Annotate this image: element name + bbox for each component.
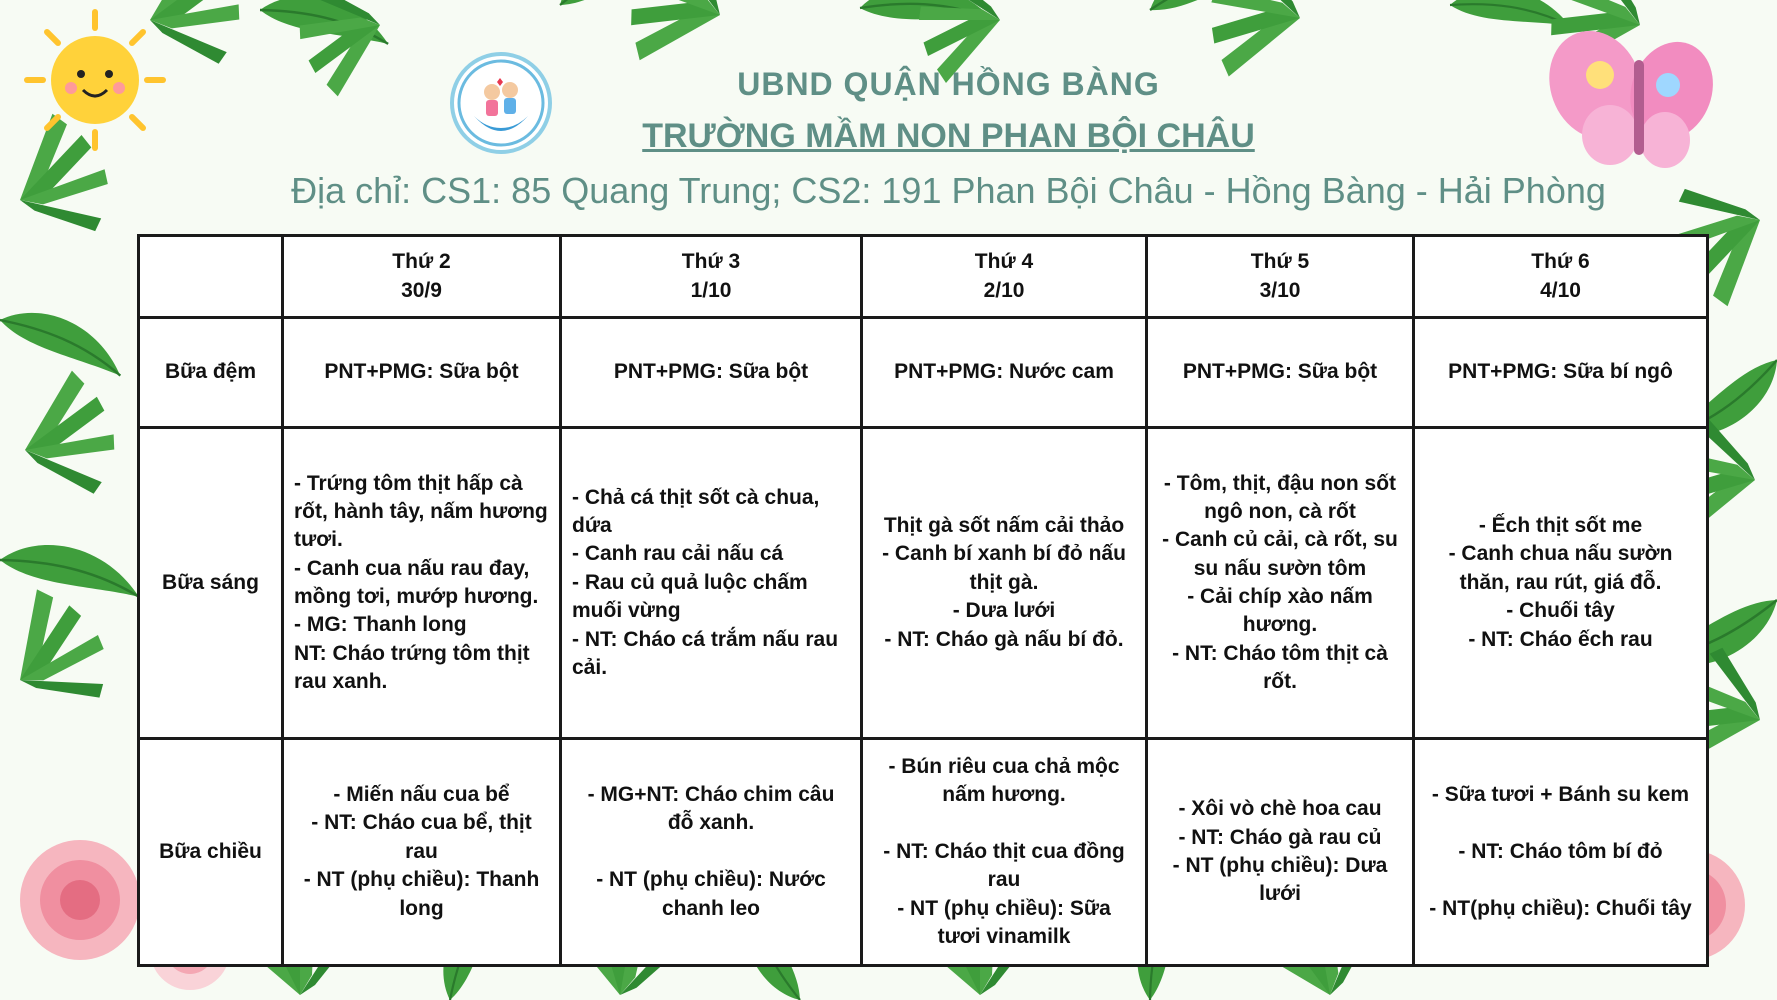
menu-item-line: - Sữa tươi + Bánh su kem [1431,783,1690,807]
menu-cell [1147,739,1414,966]
menu-item-line: - Canh rau cải nấu cá [572,542,784,566]
meal-label: Bữa đệm [139,318,283,428]
menu-item-line: - Dưa lưới [952,599,1056,623]
menu-item-line: - Tôm, thịt, đậu non sốt ngô non, cà rốt [1163,471,1397,523]
menu-cell [283,318,561,428]
school-name: TRƯỜNG MẦM NON PHAN BỘI CHÂU [642,117,1255,155]
menu-item-line: - NT (phụ chiều): Sữa tươi vinamilk [897,896,1111,948]
menu-item-line: - NT(phụ chiều): Chuối tây [1429,896,1692,920]
menu-item-line: - NT: Cháo gà rau củ [1178,825,1382,849]
menu-item-line: - MG+NT: Cháo chim câu đỗ xanh. [587,783,835,835]
menu-item-line: PNT+PMG: Nước cam [894,360,1114,384]
table-row [139,318,1708,428]
menu-item-line: - Miến nấu cua bể [333,783,510,807]
flower-icon [20,840,140,960]
menu-item-line: PNT+PMG: Sữa bột [613,360,809,384]
menu-cell [561,318,862,428]
menu-item-line: tươi. [294,528,343,552]
menu-item-line: - NT: Cháo ếch rau [1468,627,1653,651]
district-title: UBND QUẬN HỒNG BÀNG [737,66,1160,102]
menu-item-line [873,809,1135,837]
day-header: Thứ 4 2/10 [862,236,1147,318]
day-header: Thứ 3 1/10 [561,236,862,318]
menu-item-line: - NT: Cháo thịt cua đồng rau [883,839,1125,892]
school-address: Địa chỉ: CS1: 85 Quang Trung; CS2: 191 Phan Bội Châu - Hồng Bàng - Hải Phòng [291,170,1606,211]
corner-cell [139,236,283,318]
menu-item-line: PNT+PMG: Sữa bột [1182,360,1378,384]
menu-item-line: - Canh chua nấu sườn thăn, rau rút, giá đỗ. [1448,542,1673,594]
menu-cell [862,318,1147,428]
menu-cell [862,428,1147,739]
menu-item-line: NT: Cháo trứng tôm thịt rau xanh. [294,641,530,694]
menu-item-line: - NT (phụ chiều): Nước chanh leo [596,868,826,920]
menu-cell [283,739,561,966]
menu-cell [1414,739,1708,966]
menu-item-line: PNT+PMG: Sữa bí ngô [1448,360,1673,384]
day-header: Thứ 6 4/10 [1414,236,1708,318]
menu-item-line [572,838,850,866]
menu-item-line: - NT: Cháo gà nấu bí đỏ. [884,627,1124,651]
menu-item-line: - Ếch thịt sốt me [1478,514,1643,538]
menu-item-line [1425,809,1696,837]
menu-cell [1414,318,1708,428]
menu-item-line: - Chả cá thịt sốt cà chua, dứa [572,485,820,538]
menu-item-line: Thịt gà sốt nấm cải thảo [883,514,1125,538]
menu-item-line: - Canh cua nấu rau đay, mồng tơi, mướp hương. [294,556,539,608]
menu-item-line: - NT (phụ chiều): Thanh long [303,868,540,920]
table-header-row [139,236,1708,318]
menu-item-line: - Canh bí xanh bí đỏ nấu thịt gà. [882,542,1126,594]
menu-item-line: - NT: Cháo tôm bí đỏ [1458,839,1663,863]
day-header: Thứ 5 3/10 [1147,236,1414,318]
day-header: Thứ 2 30/9 [283,236,561,318]
menu-cell [862,739,1147,966]
menu-cell [1147,428,1414,739]
menu-item-line: - Xôi vò chè hoa cau [1178,797,1382,821]
table-row [139,739,1708,966]
menu-item-line: PNT+PMG: Sữa bột [324,360,519,384]
page-header [0,0,1777,230]
menu-cell [283,428,561,739]
menu-item-line: - NT: Cháo tôm thịt cà rốt. [1172,641,1388,694]
menu-item-line: - Trứng tôm thịt hấp cà rốt, hành tây, nấm hương [294,471,548,523]
meal-label: Bữa chiều [139,739,283,966]
menu-item-line: - Canh củ cải, cà rốt, su su nấu sườn tôm [1162,528,1398,580]
menu-cell [561,428,862,739]
menu-item-line: - MG: Thanh long [294,613,467,637]
table-row [139,428,1708,739]
meal-label: Bữa sáng [139,428,283,739]
menu-item-line: - Chuối tây [1506,599,1615,623]
menu-item-line: - Cải chíp xào nấm hương. [1187,585,1373,637]
menu-item-line: - NT (phụ chiều): Dưa lưới [1172,854,1388,906]
menu-item-line: - Bún riêu cua chả mộc nấm hương. [888,754,1120,807]
menu-item-line: - NT: Cháo cua bể, thịt rau [311,811,532,863]
weekly-menu-table [137,234,1709,967]
menu-item-line: - Rau củ quả luộc chấm muối vừng [572,570,808,623]
menu-cell [561,739,862,966]
menu-item-line: - NT: Cháo cá trắm nấu rau cải. [572,627,839,679]
menu-item-line [1425,866,1696,894]
menu-cell [1414,428,1708,739]
menu-cell [1147,318,1414,428]
